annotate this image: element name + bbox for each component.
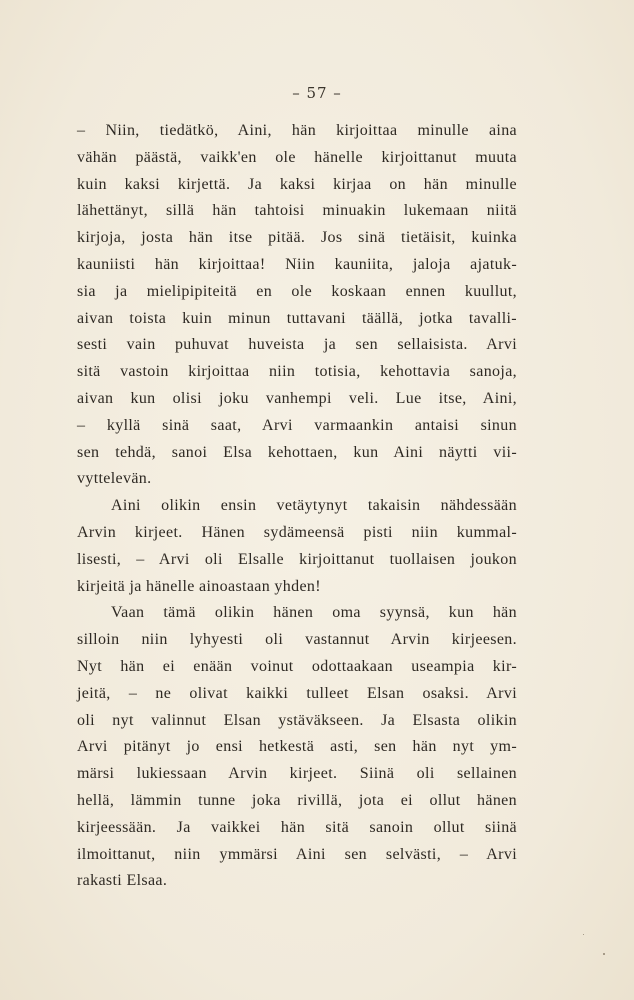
text-line: Arvin kirjeet. Hänen sydämeensä pisti niin kummal-	[77, 523, 517, 541]
text-line: – kyllä sinä saat, Arvi varmaankin antaisi sinun	[77, 416, 517, 434]
text-line: Nyt hän ei enään voinut odottaakaan useampia kir-	[77, 657, 517, 675]
text-line: sesti vain puhuvat huveista ja sen sellaisista. Arvi	[77, 336, 517, 354]
text-line: kauniisti hän kirjoittaa! Niin kauniita, jaloja ajatuk-	[77, 255, 517, 273]
text-line: kirjoja, josta hän itse pitää. Jos sinä tietäisit, kuinka	[77, 229, 517, 247]
paper-speck	[603, 953, 605, 955]
paragraph-3	[77, 600, 517, 895]
text-line: hellä, lämmin tunne joka rivillä, jota ei ollut hänen	[77, 791, 517, 809]
text-line: kuin kaksi kirjettä. Ja kaksi kirjaa on hän minulle	[77, 175, 517, 193]
text-line: märsi lukiessaan Arvin kirjeet. Siinä oli sellainen	[77, 765, 517, 783]
paragraph-2	[77, 493, 517, 600]
text-line: kirjeitä ja hänelle ainoastaan yhden!	[77, 577, 321, 595]
text-line: silloin niin lyhyesti oli vastannut Arvin kirjeesen.	[77, 631, 517, 649]
text-line: lisesti, – Arvi oli Elsalle kirjoittanut tuollaisen joukon	[77, 550, 517, 568]
body-text	[77, 118, 517, 895]
text-line: sitä vastoin kirjoittaa niin totisia, kehottavia sanoja,	[77, 363, 517, 381]
text-line: Aini olikin ensin vetäytynyt takaisin nähdessään	[111, 497, 517, 515]
paper-speck	[583, 934, 584, 935]
text-line: Vaan tämä olikin hänen oma syynsä, kun hän	[111, 604, 517, 622]
text-line: aivan toista kuin minun tuttavani täällä, jotka tavalli-	[77, 309, 517, 327]
text-line: sia ja mielipipiteitä en ole koskaan ennen kuullut,	[77, 282, 517, 300]
text-line: vähän päästä, vaikk'en ole hänelle kirjoittanut muuta	[77, 148, 517, 166]
page-number: – 57 –	[292, 84, 342, 102]
paragraph-1	[77, 118, 517, 493]
text-line: – Niin, tiedätkö, Aini, hän kirjoittaa minulle aina	[77, 122, 517, 139]
text-line: oli nyt valinnut Elsan ystäväkseen. Ja Elsasta olikin	[77, 711, 517, 729]
text-line: sen tehdä, sanoi Elsa kehottaen, kun Aini näytti vii-	[77, 443, 517, 461]
text-line: Arvi pitänyt jo ensi hetkestä asti, sen hän nyt ym-	[77, 738, 517, 756]
text-line: jeitä, – ne olivat kaikki tulleet Elsan osaksi. Arvi	[77, 684, 517, 702]
text-line: lähettänyt, sillä hän tahtoisi minuakin lukemaan niitä	[77, 202, 517, 220]
text-line: ilmoittanut, niin ymmärsi Aini sen selvästi, – Arvi	[77, 845, 517, 863]
text-line: aivan kun olisi joku vanhempi veli. Lue itse, Aini,	[77, 389, 517, 407]
text-line: rakasti Elsaa.	[77, 872, 168, 890]
text-line: vyttelevän.	[77, 470, 152, 488]
text-line: kirjeessään. Ja vaikkei hän sitä sanoin ollut siinä	[77, 818, 517, 836]
